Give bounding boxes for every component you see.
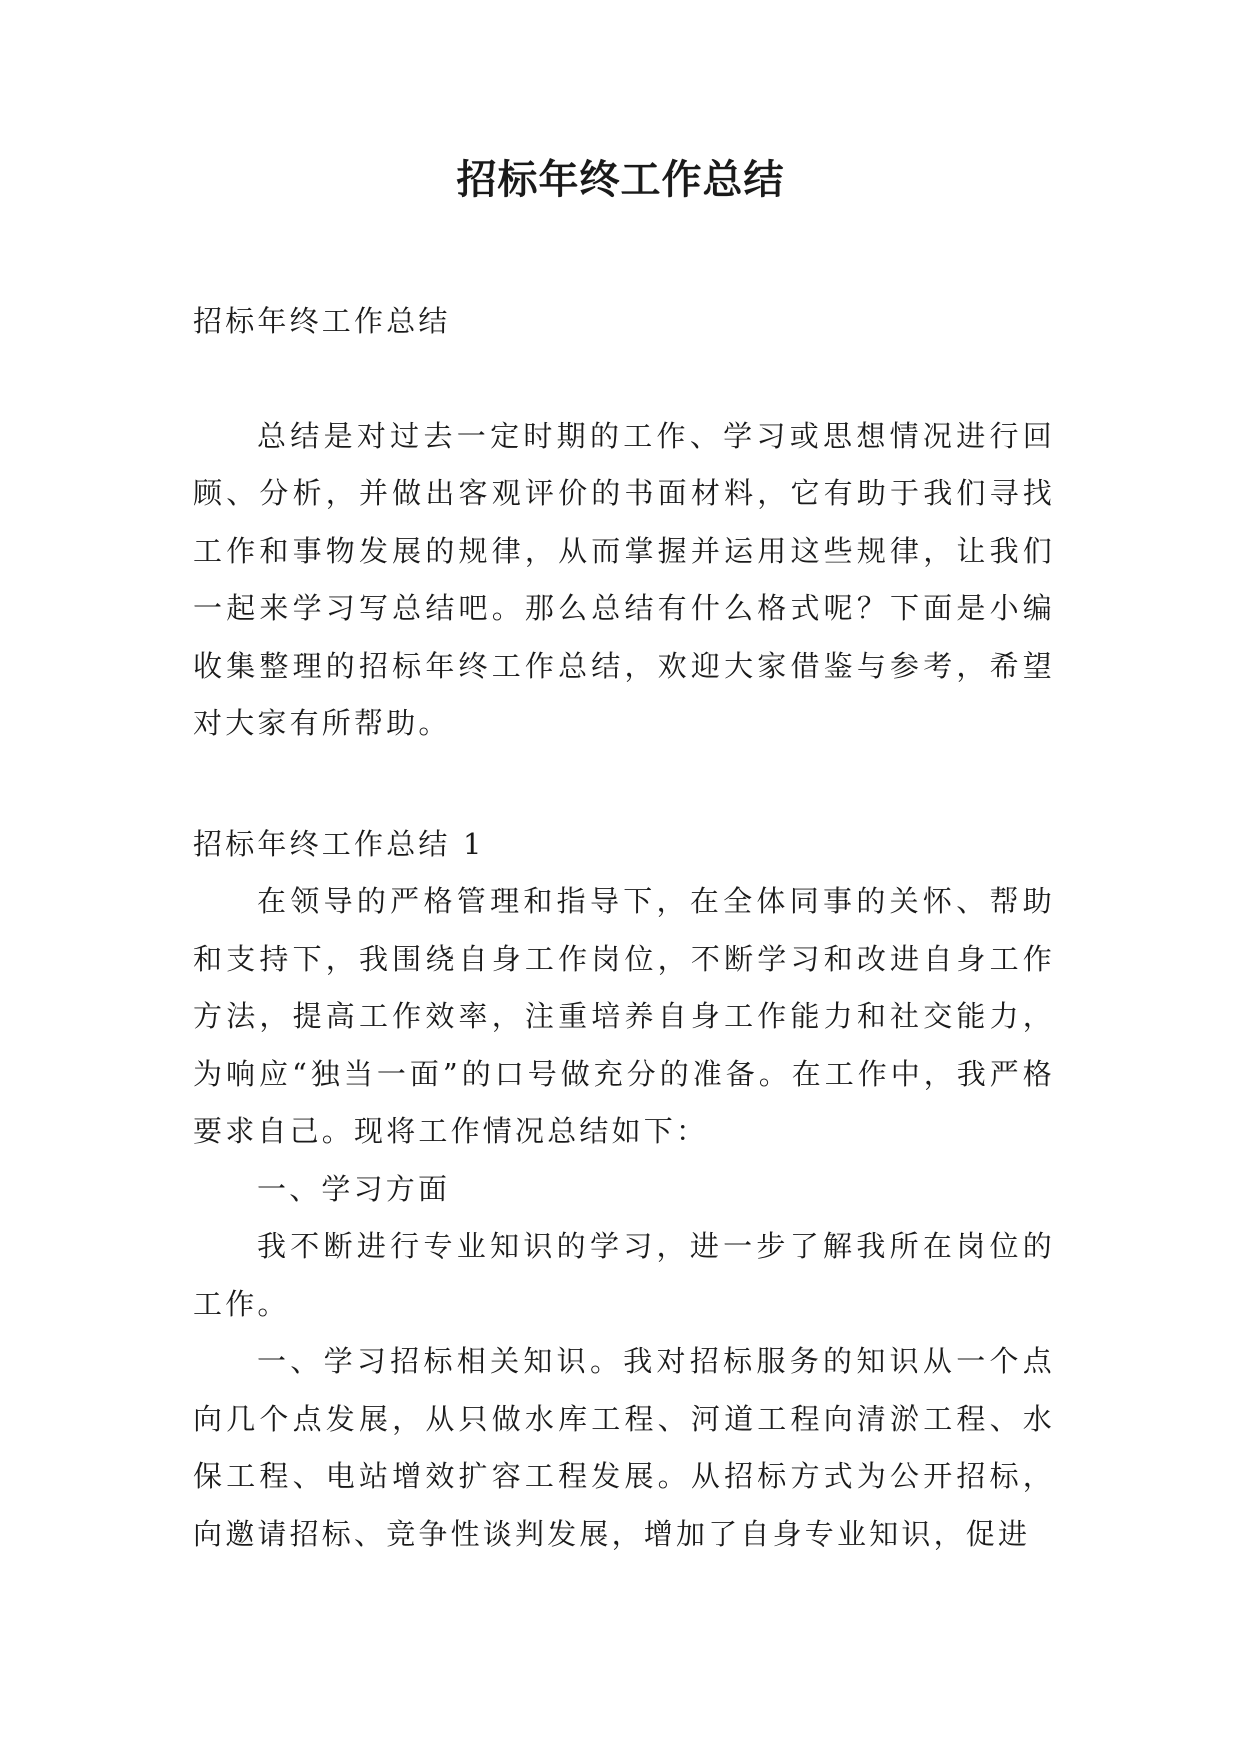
document-subtitle: 招标年终工作总结 [193,304,451,338]
body-paragraph: 一、学习方面 [257,1171,451,1206]
spacer [193,753,1055,816]
spacer [193,351,1055,408]
document-body [193,293,1055,1563]
body-paragraph: 在领导的严格管理和指导下，在全体同事的关怀、帮助和支持下，我围绕自身工作岗位，不断学习和改进自身工作方法，提高工作效率，注重培养自身工作能力和社交能力，为响应“独当一面”的口号做充分的准备。在工作中，我严格要求自己。现将工作情况总结如下： [193,884,1055,1148]
body-paragraph: 一、学习招标相关知识。我对招标服务的知识从一个点向几个点发展，从只做水库工程、河道工程向清淤工程、水保工程、电站增效扩容工程发展。从招标方式为公开招标，向邀请招标、竞争性谈判发展，增加了自身专业知识，促进 [193,1344,1055,1551]
intro-paragraph: 总结是对过去一定时期的工作、学习或思想情况进行回顾、分析，并做出客观评价的书面材料，它有助于我们寻找工作和事物发展的规律，从而掌握并运用这些规律，让我们一起来学习写总结吧。那么总结有什么格式呢？下面是小编收集整理的招标年终工作总结，欢迎大家借鉴与参考，希望对大家有所帮助。 [193,418,1055,740]
document-title: 招标年终工作总结 [456,156,785,203]
body-paragraph: 我不断进行专业知识的学习，进一步了解我所在岗位的工作。 [193,1229,1055,1321]
section-heading: 招标年终工作总结 1 [193,826,485,861]
